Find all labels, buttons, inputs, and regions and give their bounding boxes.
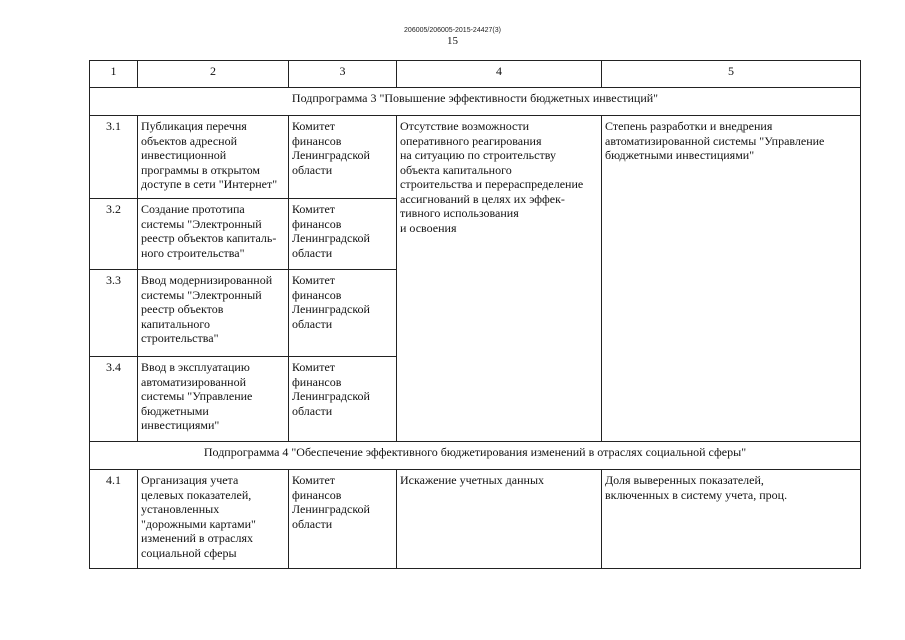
subprogram-row [90,442,861,470]
subprogram-4-title: Подпрограмма 4 "Обеспечение эффективного бюджетирования изменений в отраслях социальной сферы" [90,442,861,470]
risk-cell: Искажение учетных данных [397,470,602,569]
indicator-cell: Степень разработки и внедрения автоматизированной системы "Управление бюджетными инвестициями" [602,116,861,442]
executor-cell: Комитет финансов Ленинградской области [289,357,397,442]
row-number: 3.3 [90,270,138,357]
measure-cell: Организация учета целевых показателей, установленных "дорожными картами" изменений в отраслях социальной сферы [138,470,289,569]
column-number: 3 [289,61,397,88]
column-number: 1 [90,61,138,88]
measure-cell: Создание прототипа системы "Электронный реестр объектов капиталь- ного строительства" [138,199,289,270]
subprogram-row [90,88,861,116]
table-row [90,470,861,569]
row-number: 3.1 [90,116,138,199]
document-id: 206005/206005-2015-24427(3) [404,27,501,34]
measures-table [89,60,861,569]
executor-cell: Комитет финансов Ленинградской области [289,470,397,569]
risk-cell: Отсутствие возможности оперативного реагирования на ситуацию по строительству объекта капитального строительства и перераспределение ассигнований в целях их эффек- тивного использования и освоения [397,116,602,442]
table-row [90,116,861,199]
column-number: 4 [397,61,602,88]
measure-cell: Ввод модернизированной системы "Электронный реестр объектов капитального строительства" [138,270,289,357]
row-number: 3.2 [90,199,138,270]
indicator-cell: Доля выверенных показателей, включенных в систему учета, проц. [602,470,861,569]
measure-cell: Публикация перечня объектов адресной инвестиционной программы в открытом доступе в сети "Интернет" [138,116,289,199]
executor-cell: Комитет финансов Ленинградской области [289,116,397,199]
measure-cell: Ввод в эксплуатацию автоматизированной системы "Управление бюджетными инвестициями" [138,357,289,442]
row-number: 3.4 [90,357,138,442]
row-number: 4.1 [90,470,138,569]
column-number: 2 [138,61,289,88]
column-number: 5 [602,61,861,88]
page-number: 15 [447,35,458,47]
executor-cell: Комитет финансов Ленинградской области [289,199,397,270]
column-number-row [90,61,861,88]
subprogram-3-title: Подпрограмма 3 "Повышение эффективности бюджетных инвестиций" [90,88,861,116]
executor-cell: Комитет финансов Ленинградской области [289,270,397,357]
